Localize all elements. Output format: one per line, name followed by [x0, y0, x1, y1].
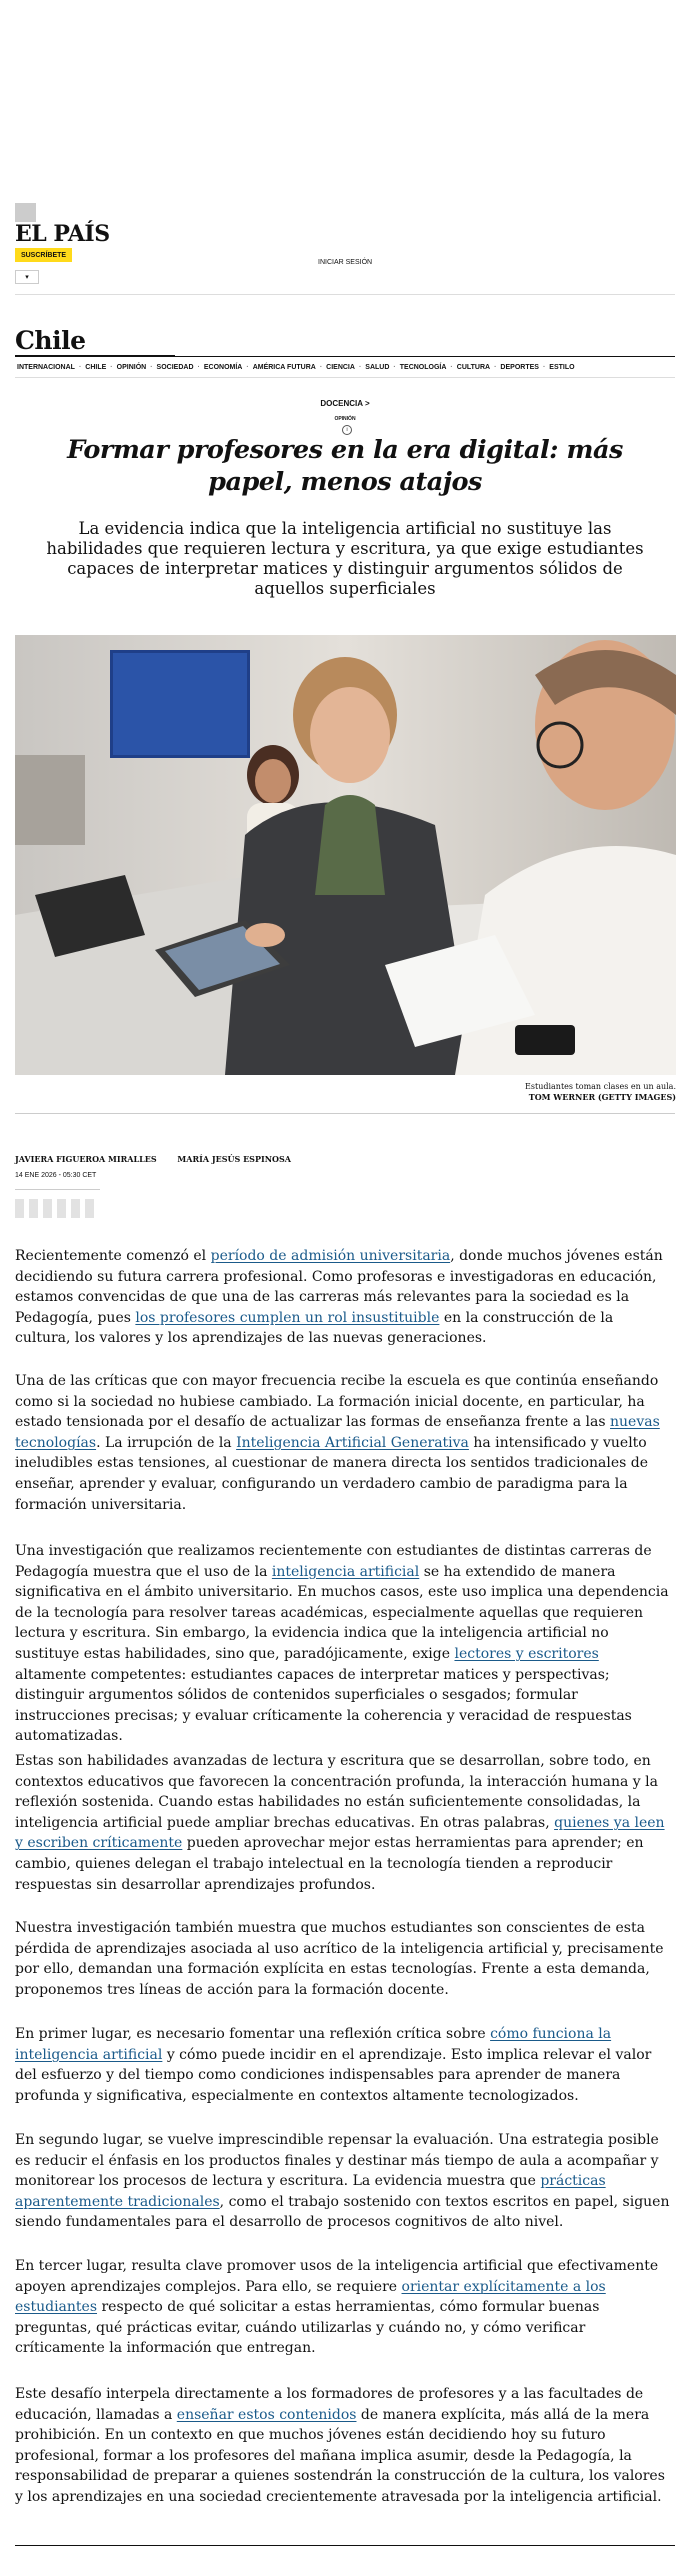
publish-date: 14 ENE 2026 - 05:30 CET [15, 1172, 97, 1179]
paragraph: Este desafío interpela directamente a los formadores de profesores y a las facultades de educación, llamadas a enseñar estos contenidos de manera explícita, más allá de la mera prohibición. En un contexto en que muchos jóvenes están decidiendo hoy su futuro profesional, formar a los profesores del mañana implica asumir, desde la Pedagogía, la responsabilidad de preparar a quienes sostendrán la construcción de la cultura, los valores y los aprendizajes en una sociedad crecientemente atravesada por la inteligencia artificial. [15, 2386, 665, 2505]
nav-item-estilo[interactable]: ESTILO [549, 364, 575, 371]
inline-link[interactable]: inteligencia artificial [271, 1563, 420, 1580]
paragraph: Estas son habilidades avanzadas de lectura y escritura que se desarrollan, sobre todo, en contextos educativos que favorecen la concentración profunda, la interacción humana y la reflexión sostenida. Cuando estas habilidades no están suficientemente consolidadas, la inteligencia artificial puede ampliar brechas educativas. En otras palabras, quienes ya leen y escriben críticamente pueden aprovechar mejor estas herramientas para aprender; en cambio, quienes delegan el trabajo intelectual en la tecnología tienden a reproducir respuestas sin desarrollar aprendizajes profundos. [15, 1753, 665, 1893]
share-icon[interactable] [71, 1199, 80, 1218]
author-link[interactable]: JAVIERA FIGUEROA MIRALLES [15, 1154, 157, 1164]
nav-item-economia[interactable]: ECONOMÍA [203, 364, 243, 371]
inline-link[interactable]: prácticas aparentemente tradicionales [15, 2173, 606, 2210]
caption-text: Estudiantes toman clases en un aula. [525, 1082, 676, 1091]
menu-button[interactable] [15, 270, 39, 284]
login-link[interactable]: INICIAR SESIÓN [318, 259, 373, 266]
photo-caption [525, 1081, 676, 1103]
paragraph: Recientemente comenzó el período de admisión universitaria, donde muchos jóvenes están decidiendo su futura carrera profesional. Como profesoras e investigadoras en educación, estamos convencidas de que una de las carreras más relevantes para la sociedad es la Pedagogía, pues los profesores cumplen un rol insustituible en la construcción de la cultura, los valores y los aprendizajes de las nuevas generaciones. [15, 1248, 663, 1347]
nav-item-america-futura[interactable]: AMÉRICA FUTURA [252, 364, 316, 371]
inline-link[interactable]: orientar explícitamente a los estudiantes [15, 2278, 606, 2316]
paragraph: En primer lugar, es necesario fomentar una reflexión crítica sobre cómo funciona la inteligencia artificial y cómo puede incidir en el aprendizaje. Esto implica relevar el valor del esfuerzo y del tiempo como condiciones indispensables para aprender de manera profunda y significativa, especialmente en contextos altamente tecnologizados. [15, 2026, 652, 2104]
nav-divider [15, 377, 675, 378]
subscribe-button[interactable]: SUSCRÍBETE [15, 248, 72, 262]
nav-item-salud[interactable]: SALUD [365, 364, 390, 371]
share-icon[interactable] [15, 1199, 24, 1218]
inline-link[interactable]: quienes ya leen y escriben críticamente [15, 1814, 665, 1852]
inline-link[interactable]: cómo funciona la inteligencia artificial [15, 2026, 612, 2063]
article-kicker[interactable]: DOCENCIA > [320, 399, 370, 408]
inline-link[interactable]: los profesores cumplen un rol insustituible [135, 1309, 440, 1326]
nav-item-chile[interactable]: CHILE [85, 364, 107, 371]
site-logo[interactable]: EL PAÍS [15, 221, 110, 247]
nav-item-ciencia[interactable]: CIENCIA [326, 364, 355, 371]
nav-item-deportes[interactable]: DEPORTES [500, 364, 539, 371]
inline-link[interactable]: nuevas tecnologías [15, 1414, 660, 1451]
byline [15, 1154, 291, 1164]
section-divider-accent [15, 355, 175, 357]
share-icon[interactable] [85, 1199, 94, 1218]
nav-item-cultura[interactable]: CULTURA [456, 364, 491, 371]
inline-link[interactable]: lectores y escritores [454, 1645, 599, 1662]
nav-item-tecnologia[interactable]: TECNOLOGÍA [399, 364, 447, 371]
paragraph: Nuestra investigación también muestra que muchos estudiantes son conscientes de esta pérdida de aprendizajes asociada al uso acrítico de la inteligencia artificial y, precisamente por ello, demandan una formación explícita en estas tecnologías. Frente a esta demanda, proponemos tres líneas de acción para la formación docente. [15, 1920, 664, 1998]
opinion-label: OPINIÓN [334, 416, 356, 422]
author-link[interactable]: MARÍA JESÚS ESPINOSA [177, 1154, 291, 1164]
photo-credit: TOM WERNER (GETTY IMAGES) [528, 1092, 676, 1102]
share-icon[interactable] [57, 1199, 66, 1218]
article-photo [15, 635, 676, 1075]
chevron-down-icon: ▾ [25, 273, 29, 281]
header-divider [15, 294, 675, 295]
article-end-divider [15, 2545, 675, 2546]
inline-link[interactable]: enseñar estos contenidos [176, 2406, 357, 2423]
byline-divider [15, 1189, 100, 1190]
logo-placeholder [15, 203, 36, 222]
paragraph: Una de las críticas que con mayor frecuencia recibe la escuela es que continúa enseñando como si la sociedad no hubiese cambiado. La formación inicial docente, en particular, ha estado tensionada por el desafío de actualizar las formas de enseñanza frente a las nuevas tecnologías. La irrupción de la Inteligencia Artificial Generativa ha intensificado y vuelto ineludibles estas tensiones, al cuestionar de manera directa los sentidos tradicionales de enseñar, aprender y evaluar, configurando un verdadero cambio de paradigma para la formación universitaria. [15, 1373, 660, 1513]
nav-item-opinion[interactable]: OPINIÓN [116, 364, 147, 371]
share-bar [15, 1199, 94, 1218]
paragraph: En tercer lugar, resulta clave promover usos de la inteligencia artificial que efectivamente apoyen aprendizajes complejos. Para ello, se requiere orientar explícitamente a los estudiantes respecto de qué solicitar a estas herramientas, cómo formular buenas preguntas, qué prácticas evitar, cuándo utilizarlas y cuándo no, y cómo verificar críticamente la información que entregan. [15, 2258, 659, 2357]
article-subhead: La evidencia indica que la inteligencia artificial no sustituye las habilidades que requieren lectura y escritura, ya que exige estudiantes capaces de interpretar matices y distinguir argumentos sólidos de aquellos superficiales [46, 519, 644, 598]
nav-item-sociedad[interactable]: SOCIEDAD [156, 364, 194, 371]
photo-divider [15, 1113, 675, 1114]
section-title[interactable]: Chile [15, 326, 86, 355]
info-icon[interactable]: i [342, 425, 352, 435]
inline-link[interactable]: período de admisión universitaria [210, 1248, 451, 1264]
paragraph: En segundo lugar, se vuelve imprescindible repensar la evaluación. Una estrategia posible es reducir el énfasis en los productos finales y destinar más tiempo de aula a acompañar y monitorear los procesos de lectura y escritura. La evidencia muestra que prácticas aparentemente tradicionales, como el trabajo sostenido con textos escritos en papel, siguen siendo fundamentales para el desarrollo de procesos cognitivos de alto nivel. [15, 2132, 670, 2231]
share-icon[interactable] [43, 1199, 52, 1218]
nav-item-internacional[interactable]: INTERNACIONAL [17, 364, 75, 371]
section-nav: INTERNACIONAL · CHILE · OPINIÓN · SOCIEDAD · ECONOMÍA · AMÉRICA FUTURA · CIENCIA · SALUD · TECNOLOGÍA · CULTURA · DEPORTES · ESTILO [17, 364, 575, 371]
inline-link[interactable]: Inteligencia Artificial Generativa [236, 1434, 469, 1451]
article-headline: Formar profesores en la era digital: más papel, menos atajos [67, 435, 623, 497]
share-icon[interactable] [29, 1199, 38, 1218]
paragraph: Una investigación que realizamos recientemente con estudiantes de distintas carreras de Pedagogía muestra que el uso de la inteligencia artificial se ha extendido de manera significativa en el ámbito universitario. En muchos casos, este uso implica una dependencia de la tecnología para resolver tareas académicas, especialmente aquellas que requieren lectura y escritura. Sin embargo, la evidencia indica que la inteligencia artificial no sustituye estas habilidades, sino que, paradójicamente, exige lectores y escritores altamente competentes: estudiantes capaces de interpretar matices y perspectivas; distinguir argumentos sólidos de contenidos superficiales o sesgados; formular instrucciones precisas; y evaluar críticamente la coherencia y veracidad de respuestas automatizadas. [15, 1543, 669, 1745]
